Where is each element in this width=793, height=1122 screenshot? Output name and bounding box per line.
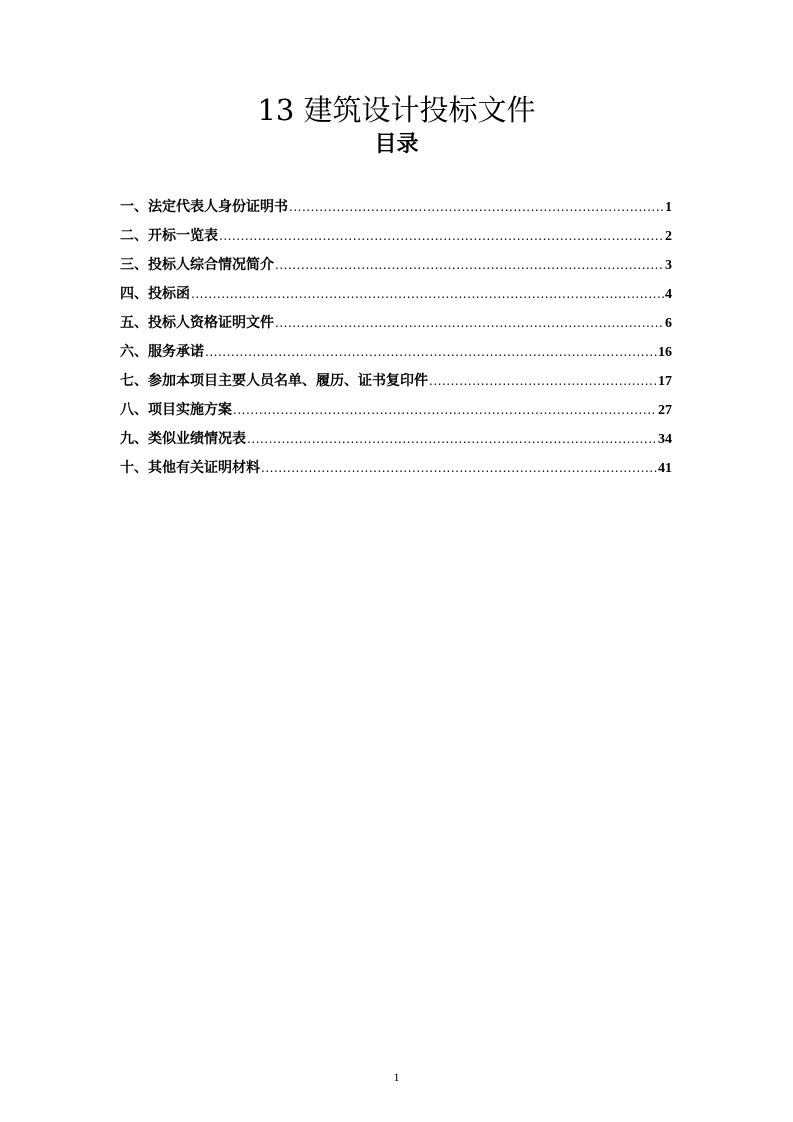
page-number: 1	[393, 1070, 400, 1084]
toc-dot-leader	[261, 461, 657, 475]
toc-entry[interactable]	[120, 457, 672, 486]
toc-dot-leader	[429, 374, 657, 388]
toc-entry-page: 41	[658, 461, 672, 476]
toc-entry-label: 六、服务承诺	[120, 344, 204, 360]
toc-entry[interactable]	[120, 196, 672, 225]
toc-dot-leader	[205, 345, 657, 359]
toc-entry-label: 四、投标函	[120, 286, 190, 302]
toc-entry[interactable]	[120, 312, 672, 341]
toc-entry[interactable]	[120, 399, 672, 428]
toc-dot-leader	[247, 432, 657, 446]
toc-heading: 目录	[374, 131, 419, 157]
toc-entry-page: 17	[658, 374, 672, 389]
toc-entry[interactable]	[120, 254, 672, 283]
table-of-contents	[120, 196, 672, 486]
toc-entry-page: 3	[665, 258, 672, 273]
toc-entry[interactable]	[120, 428, 672, 457]
toc-entry-label: 九、类似业绩情况表	[120, 431, 246, 447]
toc-entry[interactable]	[120, 370, 672, 399]
toc-dot-leader	[275, 258, 664, 272]
toc-dot-leader	[191, 287, 664, 301]
document-title: 13 建筑设计投标文件	[257, 93, 536, 127]
toc-dot-leader	[219, 229, 664, 243]
toc-dot-leader	[275, 316, 664, 330]
toc-entry[interactable]	[120, 341, 672, 370]
toc-entry-page: 6	[665, 316, 672, 331]
toc-entry[interactable]	[120, 225, 672, 254]
toc-entry-label: 三、投标人综合情况简介	[120, 257, 274, 273]
toc-entry-label: 五、投标人资格证明文件	[120, 315, 274, 331]
toc-entry[interactable]	[120, 283, 672, 312]
toc-entry-page: 4	[665, 287, 672, 302]
toc-entry-page: 16	[658, 345, 672, 360]
toc-entry-page: 2	[665, 229, 672, 244]
toc-entry-page: 1	[665, 200, 672, 215]
toc-entry-label: 十、其他有关证明材料	[120, 460, 260, 476]
toc-entry-label: 七、参加本项目主要人员名单、履历、证书复印件	[120, 373, 428, 389]
toc-entry-label: 一、法定代表人身份证明书	[120, 199, 288, 215]
toc-entry-page: 27	[658, 403, 672, 418]
toc-dot-leader	[289, 200, 664, 214]
toc-dot-leader	[233, 403, 657, 417]
toc-entry-label: 八、项目实施方案	[120, 402, 232, 418]
toc-entry-label: 二、开标一览表	[120, 228, 218, 244]
toc-entry-page: 34	[658, 432, 672, 447]
